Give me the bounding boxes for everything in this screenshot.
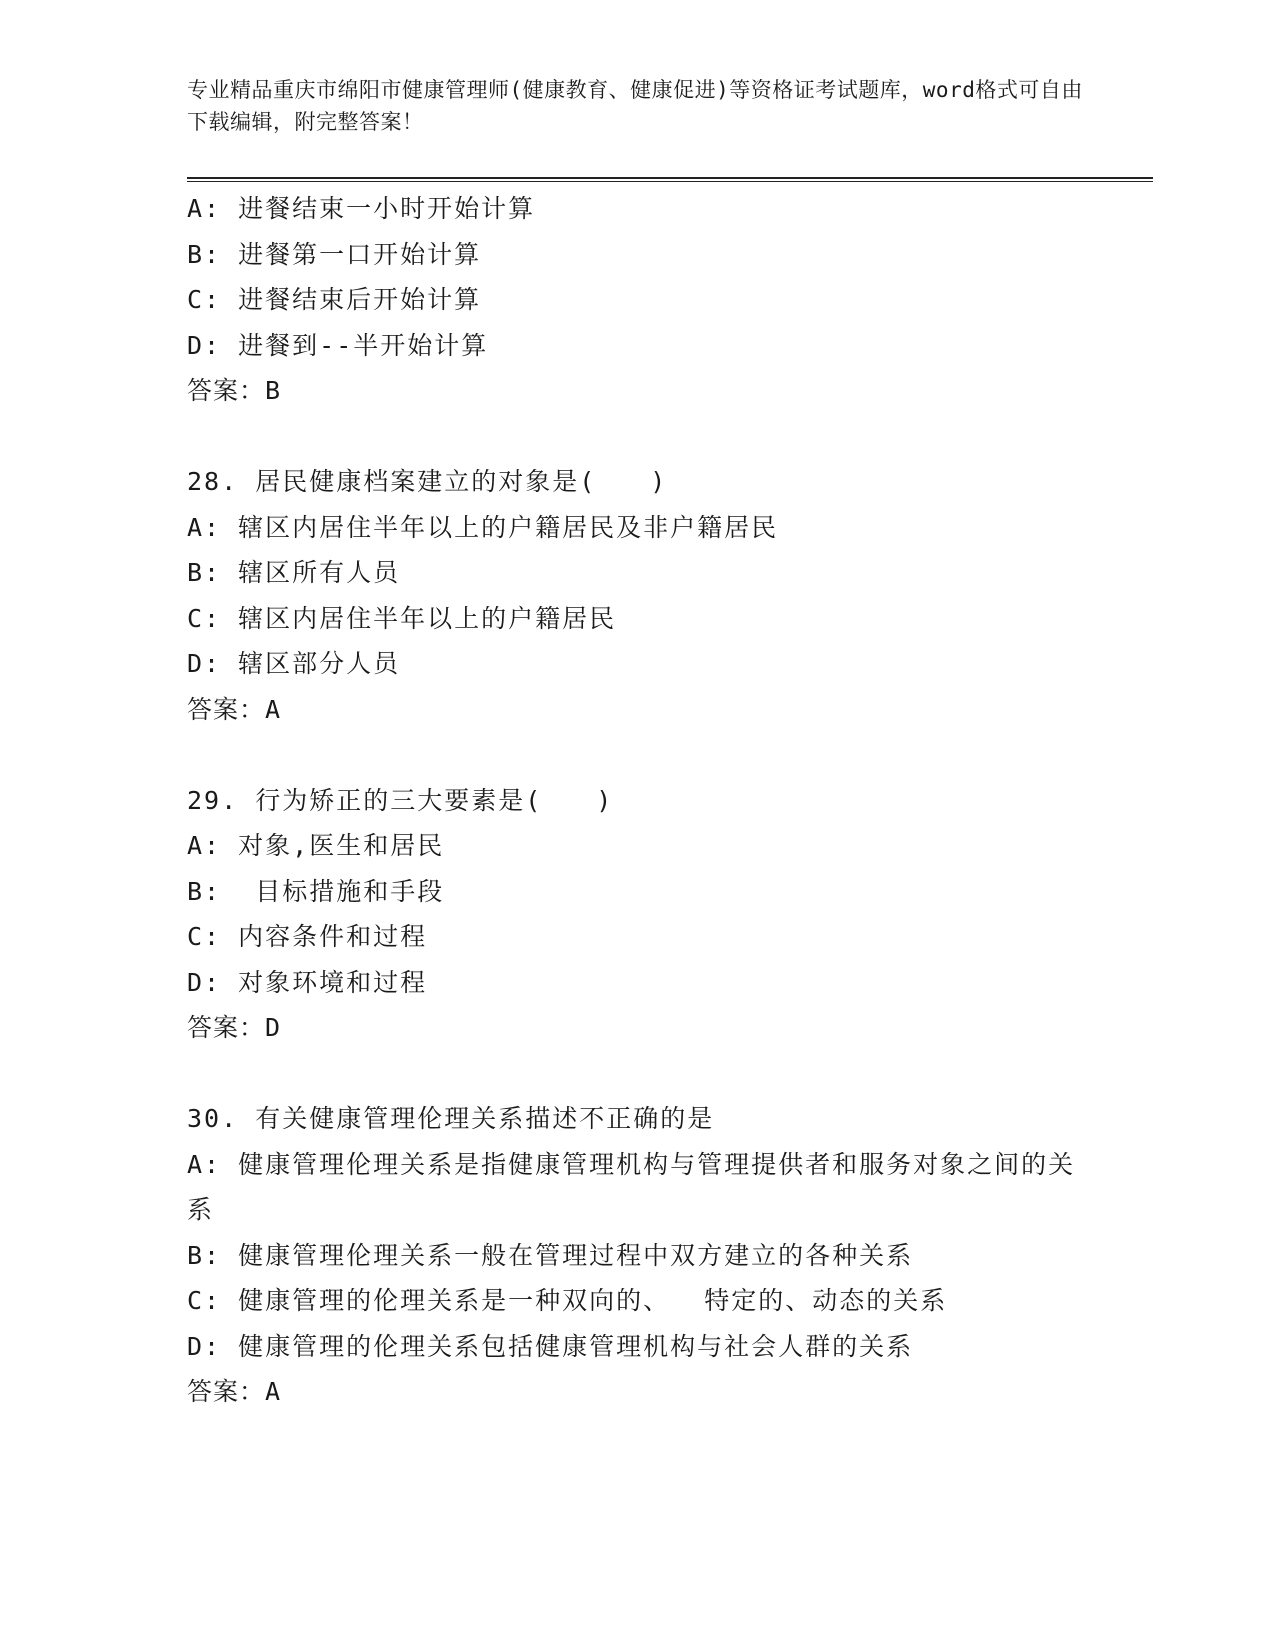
option-c: C: 健康管理的伦理关系是一种双向的、 特定的、动态的关系 [187, 1286, 948, 1315]
question-list [187, 186, 1087, 1415]
option-d: D: 对象环境和过程 [187, 967, 428, 997]
option-a: A: 对象,医生和居民 [187, 831, 445, 860]
question-text: 30. 有关健康管理伦理关系描述不正确的是 [187, 1104, 715, 1133]
question-text: 29. 行为矫正的三大要素是( ) [187, 785, 614, 815]
option-b: B: 进餐第一口开始计算 [187, 239, 482, 269]
option-a: A: 辖区内居住半年以上的户籍居民及非户籍居民 [187, 512, 779, 542]
answer-value: D [265, 1013, 282, 1042]
option-b: B: 健康管理伦理关系一般在管理过程中双方建立的各种关系 [187, 1240, 914, 1270]
answer-label: 答案： [187, 694, 266, 724]
header-divider [187, 177, 1153, 182]
answer-line [187, 1369, 1087, 1415]
option-c: C: 内容条件和过程 [187, 922, 428, 951]
page-header: 专业精品重庆市绵阳市健康管理师(健康教育、健康促进)等资格证考试题库，word格式可自由下载编辑，附完整答案！ [187, 78, 1083, 134]
question-28-block [187, 459, 1087, 732]
option-a: A: 健康管理伦理关系是指健康管理机构与管理提供者和服务对象之间的关系 [187, 1149, 1076, 1224]
question-text: 28. 居民健康档案建立的对象是( ) [187, 467, 668, 496]
option-b: B: 目标措施和手段 [187, 876, 445, 906]
answer-value: A [265, 694, 282, 724]
answer-label: 答案： [187, 1013, 266, 1042]
option-d: D: 健康管理的伦理关系包括健康管理机构与社会人群的关系 [187, 1331, 914, 1361]
answer-value: A [265, 1377, 282, 1406]
answer-label: 答案： [187, 376, 266, 405]
option-d: D: 辖区部分人员 [187, 649, 401, 678]
question-30-block [187, 1096, 1087, 1415]
option-c: C: 辖区内居住半年以上的户籍居民 [187, 603, 617, 633]
option-d: D: 进餐到--半开始计算 [187, 330, 489, 360]
answer-line [187, 687, 1087, 733]
question-27-block [187, 186, 1087, 414]
option-a: A: 进餐结束一小时开始计算 [187, 194, 536, 223]
option-b: B: 辖区所有人员 [187, 558, 401, 587]
option-c: C: 进餐结束后开始计算 [187, 285, 482, 314]
answer-line [187, 368, 1087, 414]
answer-line [187, 1005, 1087, 1051]
question-29-block [187, 778, 1087, 1051]
answer-value: B [265, 376, 282, 405]
answer-label: 答案： [187, 1377, 266, 1406]
